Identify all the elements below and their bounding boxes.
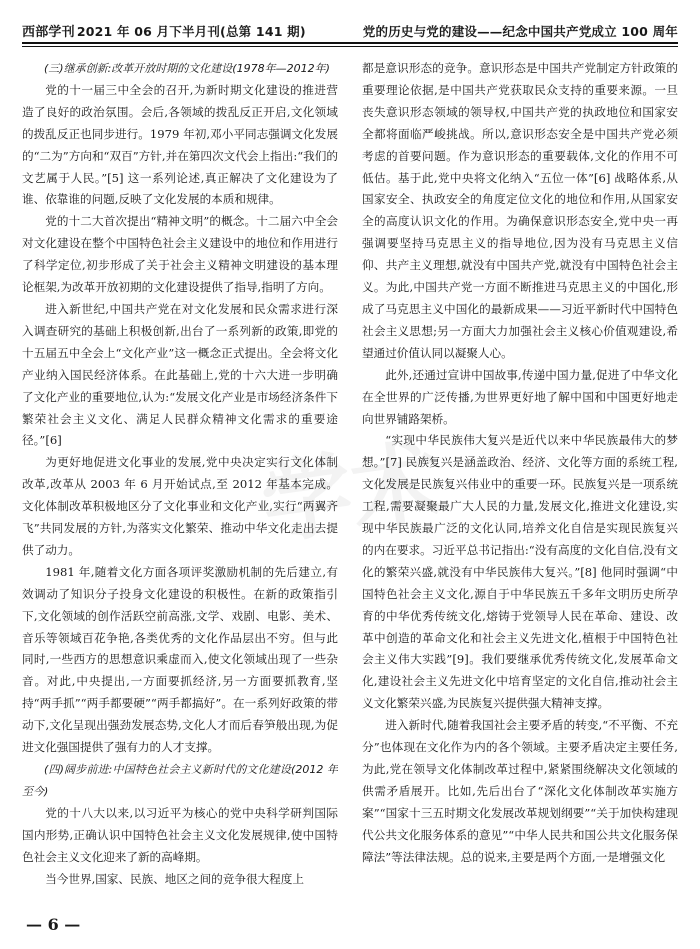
left-column [22, 58, 338, 906]
journal-logo: 西部学刊 [22, 25, 75, 40]
running-header [22, 14, 678, 40]
paragraph: 进入新世纪,中国共产党在对文化发展和民众需求进行深入调查研究的基础上积极创新,出台了一系列新的政策,即党的十五届五中全会上“文化产业”这一概念正式提出。全会将文化产业纳入国民经济体系。在此基础上,党的十六大进一步明确了文化产业的重要地位,认为:“发展文化产业是市场经济条件下繁荣社会主义文化、满足人民群众精神文化需求的重要途径。”[6] [22, 301, 338, 448]
paragraph: 此外,还通过宣讲中国故事,传递中国力量,促进了中华文化在全世界的广泛传播,为世界更好地了解中国和中国更好地走向世界铺路架桥。 [362, 367, 678, 426]
header-column-title: 党的历史与党的建设——纪念中国共产党成立 100 周年 [362, 24, 678, 39]
header-rule [22, 42, 678, 44]
issue-info: 2021 年 06 月下半月刊(总第 141 期) [76, 24, 306, 39]
paragraph: 1981 年,随着文化方面各项评奖激励机制的先后建立,有效调动了知识分子投身文化建设的积极性。在新的政策指引下,文化领域的创作活跃空前高涨,文学、戏剧、电影、美术、音乐等领域百花争艳,各类优秀的文化作品层出不穷。但与此同时,一些西方的思想意识乘虚而入,使文化领域出现了一些杂音。对此,中央提出,一方面要抓经济,另一方面要抓教育,坚持“两手抓”“两手都要硬”“两手都搞好”。在一系列好政策的带动下,文化呈现出强劲发展态势,文化人才而后春笋般出现,为促进文化强国提供了强有力的人才支撑。 [22, 564, 338, 755]
article-body [22, 58, 678, 906]
paragraph: 党的十一届三中全会的召开,为新时期文化建设的推进营造了良好的政治氛围。会后,各领域的拨乱反正开启,文化领域的拨乱反正也同步进行。1979 年初,邓小平同志强调文化发展的“二为”方向和“双百”方针,并在第四次文代会上指出:“我们的文艺属于人民。”[5] 这一系列论述,真正解决了文化建设为了谁、依靠谁的问题,反映了文化发展的本质和规律。 [22, 82, 338, 207]
header-rule-thin [22, 46, 678, 47]
paragraph: 都是意识形态的竞争。意识形态是中国共产党制定方针政策的重要理论依据,是中国共产党获取民众支持的重要来源。一旦丧失意识形态领域的领导权,中国共产党的执政地位和国家安全都将面临严峻挑战。所以,意识形态安全是中国共产党必须考虑的首要问题。作为意识形态的重要载体,文化的作用不可低估。基于此,党中央将文化纳入“五位一体”[6] 战略体系,从国家安全、执政安全的角度定位文化的地位和作用,从国家安全的高度认识文化的作用。为确保意识形态安全,党中央一再强调要坚持马克思主义的指导地位,因为没有马克思主义信仰、共产主义理想,就没有中国共产党,就没有中国特色社会主义。为此,中国共产党一方面不断推进马克思主义的中国化,形成了马克思主义中国化的最新成果——习近平新时代中国特色社会主义思想;另一方面大力加强社会主义核心价值观建设,希望通过价值认同以凝聚人心。 [362, 61, 678, 360]
paragraph: 党的十二大首次提出“精神文明”的概念。十二届六中全会对文化建设在整个中国特色社会主义建设中的地位和作用进行了科学定位,初步形成了关于社会主义精神文明建设的基本理论框架,为改革开放初期的文化建设提供了指导,指明了方向。 [22, 214, 338, 295]
paragraph: “实现中华民族伟大复兴是近代以来中华民族最伟大的梦想。”[7] 民族复兴是涵盖政治、经济、文化等方面的系统工程,文化发展是民族复兴伟业中的重要一环。民族复兴是一项系统工程,需要凝聚最广大人民的力量,发展文化,推进文化建设,实现中华民族最广泛的文化认同,培养文化自信是实现民族复兴的内在要求。习近平总书记指出:“没有高度的文化自信,没有文化的繁荣兴盛,就没有中华民族伟大复兴。”[8] 他同时强调“中国特色社会主义文化,源自于中华民族五千多年文明历史所孕育的中华优秀传统文化,熔铸于党领导人民在革命、建设、改革中创造的革命文化和社会主义先进文化,植根于中国特色社会主义伟大实践”[9]。我们要继承优秀传统文化,发展革命文化,建设社会主义先进文化中培育坚定的文化自信,推动社会主义文化繁荣兴盛,为民族复兴提供强大精神支撑。 [362, 433, 678, 711]
paragraph: 进入新时代,随着我国社会主要矛盾的转变,“不平衡、不充分”也体现在文化作为内的各个领域。主要矛盾决定主要任务,为此,党在领导文化体制改革过程中,紧紧围绕解决文化领域的供需矛盾展开。比如,先后出台了“深化文化体制改革实施方案”“国家十三五时期文化发展改革规划纲要”“关于加快构建现代公共文化服务体系的意见”“中华人民共和国公共文化服务保障法”等法律法规。总的说来,主要是两个方面,一是增强文化 [362, 718, 678, 864]
watermark: 学术 [255, 428, 449, 558]
section-subheading: (三)继承创新:改革开放时期的文化建设(1978年—2012年) [44, 62, 330, 75]
section-subheading: (四)阔步前进:中国特色社会主义新时代的文化建设(2012 年至今) [22, 763, 338, 798]
paragraph: 为更好地促进文化事业的发展,党中央决定实行文化体制改革,改革从 2003 年 6 月开始试点,至 2012 年基本完成。文化体制改革积极地区分了文化事业和文化产业,实行“两翼齐飞”共同发展的方针,为落实文化繁荣、推动中华文化走出去提供了动力。 [22, 455, 338, 557]
paragraph: 当今世界,国家、民族、地区之间的竞争很大程度上 [45, 871, 304, 886]
right-column [362, 58, 678, 906]
paragraph: 党的十八大以来,以习近平为核心的党中央科学研判国际国内形势,正确认识中国特色社会主义文化发展规律,使中国特色社会主义文化迎来了新的高峰期。 [22, 805, 338, 864]
page-number: — 6 — [26, 915, 81, 934]
header-issue [22, 21, 306, 40]
